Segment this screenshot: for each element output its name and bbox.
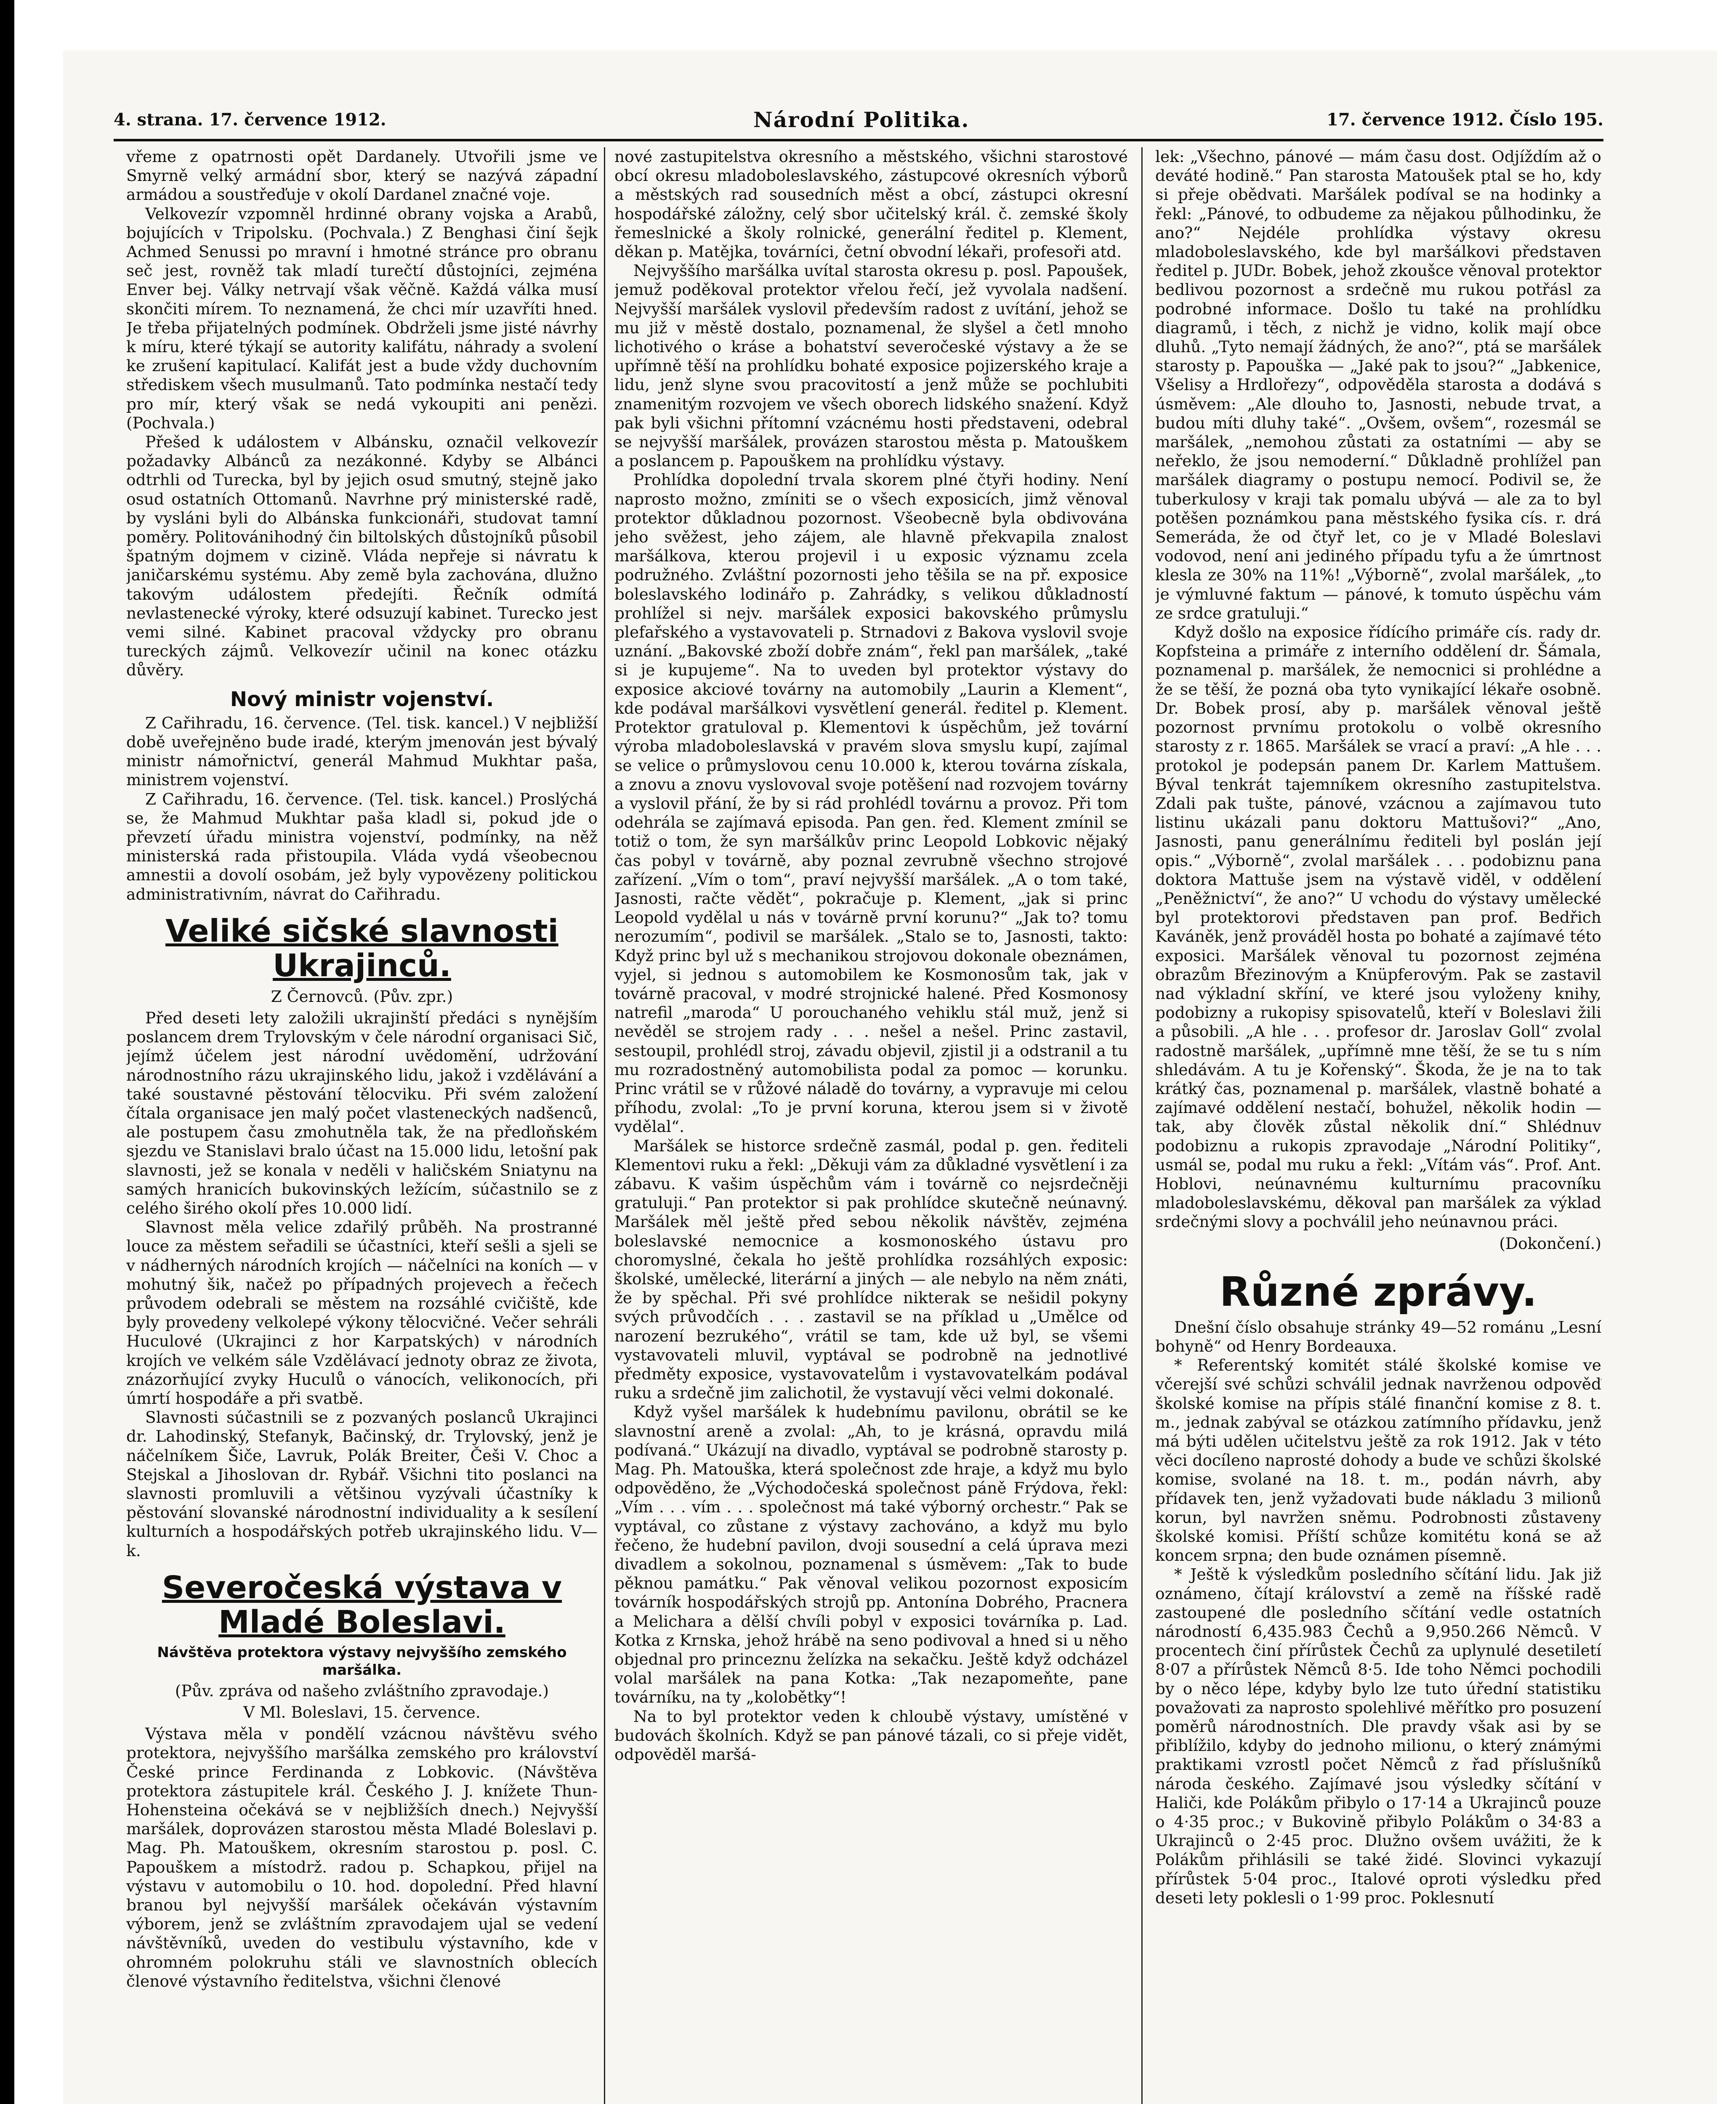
article-paragraph: Prohlídka dopolední trvala skorem plné čtyři hodiny. Není naprosto možno, zmíniti se o všech exposicích, jimž věnoval protektor důkladnou pozornost. Všeobecně byla obdivována jeho svěžest, jeho zájem, ale hlavně překvapila znalost maršálkova, kterou projevil i u exposic významu zcela podružného. Zvláštní pozornosti jeho těšila se na př. exposice boleslavského lodinářo p. Zahrádky, s velikou důkladností prohlížel si nejv. maršálek exposici bakovského průmyslu plefařského a vystavovateli p. Strnadovi z Bakova vyslovil svoje uznání. „Bakovské zboží dobře znám“, řekl pan maršálek, „také si je kupujeme“. Na to uveden byl protektor výstavy do exposice akciové továrny na automobily „Laurin a Klement“, kde podával maršálkovi vysvětlení generál. ředitel p. Klement. Protektor gratuloval p. Klementovi k úspěchům, jež tovární výroba mladoboleslavská v pravém slova smyslu kupí, zajímal se velice o průmyslovou cenu 10.000 k, kterou továrna získala, a znovu a znovu vyslovoval svoje potěšení nad rozvojem továrny a vyslovil přání, že by si rád prohlédl továrnu a provoz. Při tom odehrála se zajímavá episoda. Pan gen. řed. Klement zmínil se totiž o tom, že syn maršálkův princ Leopold Lobkovic nějaký čas pobyl v továrně, aby poznal zevrubně všechno strojové zařízení. „Vím o tom“, praví nejvyšší maršálek. „A o tom také, Jasnosti, račte vědět“, pokračuje p. Klement, „jak si princ Leopold vydělal u nás v továrně první korunu?“ „Jak to? tomu nerozumím“, podivil se maršálek. „Stalo se to, Jasnosti, takto: Když princ byl už s mechanikou strojovou dokonale obeznámen, vyjel, si jednou s automobilem ke Kosmonosům tak, jak v továrně pracoval, v modré strojnické halené. Před Kosmonosy natrefil „maroda“ U porouchaného vehiklu stál muž, jenž si nevěděl se strojem rady . . . nešel a nešel. Princ zastavil, sestoupil, prohlédl stroj, závadu objevil, zjistil ji a odstranil a tu mu rozradostněný automobilista podal za pomoc — korunku. Princ vrátil se v růžové náladě do továrny, a vypravuje mi celou příhodu, zvolal: „To je první koruna, kterou jsem si v životě vydělal“. [614, 470, 1128, 1136]
scan-border [0, 0, 14, 2104]
article-paragraph: Výstava měla v pondělí vzácnou návštěvu svého protektora, nejvyššího maršálka zemského pro království České prince Ferdinanda z Lobkovic. (Návštěva protektora zástupitele král. Českého J. J. knížete Thun-Hohensteina očekává se v nejbližších dnech.) Nejvyšší maršálek, doprovázen starostou města Mladé Boleslavi p. Mag. Ph. Matouškem, okresním starostou p. posl. C. Papouškem a místodrž. radou p. Schapkou, přijel na výstavu v automobilu o 10. hod. dopolední. Před hlavní branou byl nejvyšší maršálek očekáván výstavním výborem, jenž se zvláštním zpravodajem ujal se vedení návštěvníků, uveden do vestibulu výstavního, kde v ohromném polokruhu stáli ve slavnostních oblecích členové výstavního ředitelstva, všichni členové [126, 1724, 598, 1990]
article-paragraph: Dnešní číslo obsahuje stránky 49—52 románu „Lesní bohyně“ od Henry Bordeauxa. [1155, 1318, 1601, 1355]
column-3 [1155, 147, 1601, 2104]
header-rule [114, 139, 1603, 141]
headline-ukrainian-festival: Veliké sičské slavnosti Ukrajinců. [165, 913, 558, 984]
article-paragraph: Z Cařihradu, 16. července. (Tel. tisk. kancel.) V nejbližší době uveřejněno bude iradé, kterým jmenován jest bývalý ministr námořnictví, generál Mahmud Mukhtar paša, ministrem vojenství. [126, 713, 598, 789]
article-paragraph: Přešed k událostem v Albánsku, označil velkovezír požadavky Albánců za nezákonné. Kdyby se Albánci odtrhli od Turecka, byl by jejich osud smutný, stejně jako osud ostatních Ottomanů. Navrhne prý ministerské radě, by vysláni byli do Albánska funkcionáři, studovat tamní poměry. Politovánihodný čin biltolských důstojníků působil špatným dojmem v cizině. Vláda nepřeje si návratu k janičarskému systému. Aby země byla zachována, dlužno takovým událostem předejíti. Řečník odmítá nevlastenecké výroky, které odsuzují kabinet. Turecko jest vemi silné. Kabinet pracoval vždycky pro obranu tureckých zájmů. Velkovezír učinil na konec otázku důvěry. [126, 433, 598, 680]
article-paragraph: vřeme z opatrnosti opět Dardanely. Utvořili jsme ve Smyrně velký armádní sbor, který se nazývá západní armádou a soustřeďuje v okolí Dardanel značné voje. [126, 147, 598, 204]
article-paragraph: Slavnosti súčastnili se z pozvaných poslanců Ukrajinci dr. Lahodinský, Stefanyk, Bačinský, dr. Trylovský, jenž je náčelníkem Šiče, Lavruk, Polák Breiter, Češi V. Choc a Stejskal a Jihoslovan dr. Rybář. Všichni tito poslanci na slavnosti promluvili a většinou vyzývali účastníky k pěstování slovanské národnostní individuality a k sesílení kulturních a hospodářských potřeb ukrajinského lidu. V—k. [126, 1408, 598, 1560]
continuation-note: (Dokončení.) [1499, 1234, 1601, 1253]
column-divider [1141, 147, 1143, 2104]
article-paragraph: Nejvyššího maršálka uvítal starosta okresu p. posl. Papoušek, jemuž poděkoval protektor vřelou řečí, jež vyvolala nadšení. Nejvyšší maršálek vyslovil především radost z uvítání, jehož se mu již v městě dostalo, poznamenal, že slyšel a četl mnoho lichotivého o kráse a bohatství severočeské výstavy a že se upřímně těší na prohlídku bohaté exposice pojizerského kraje a lidu, jenž slyne svou pracovitostí a jenž může se pochlubiti znamenitým rozvojem ve všech oborech lidského snažení. Když pak byli všichni přítomní vzácnému hosti představeni, odebral se nejvyšší maršálek, provázen starostou města p. Matouškem a poslancem p. Papouškem na prohlídku výstavy. [614, 261, 1128, 470]
article-paragraph: nové zastupitelstva okresního a městského, všichni starostové obcí okresu mladoboleslavského, zástupcové okresních výborů a městských rad sousedních měst a obcí, zástupci okresní hospodářské záložny, celý sbor učitelský král. č. zemské školy řemeslnické a školy rolnické, generální ředitel p. Klement, děkan p. Matějka, továrníci, četní obvodní lékaři, profesoři atd. [614, 147, 1128, 261]
article-paragraph: Když vyšel maršálek k hudebnímu pavilonu, obrátil se ke slavnostní areně a zvolal: „Ah, to je krásná, opravdu milá podívaná.“ Ukázují na divadlo, vyptával se podrobně starosty p. Mag. Ph. Matouška, která společnost zde hraje, a když mu bylo odpověděno, že „Východočeská společnost páně Frýdova, řekl: „Vím . . . vím . . . společnost má také výborný orchestr.“ Pak se vyptával, co zůstane z výstavy zachováno, a když mu bylo řečeno, že hudební pavilon, dvoji sousední a celá úprava mezi divadlem a sokolnou, poznamenal s úsměvem: „Tak to bude pěknou památku.“ Pak věnoval velikou pozornost exposicím továrník hospodářských strojů pp. Antonína Dobrého, Pracnera a Melichara a dělší chvíli pobyl v exposici továrníka p. Lad. Kotka z Krnska, jehož hrábě na seno podivoval a hned si u něho objednal pro princeznu želízka na sekačku. Ještě když odcházel volal maršálek na pana Kotka: „Tak nezapomeňte, pane továrníku, na ty „kolobětky“! [614, 1403, 1128, 1707]
article-paragraph: Když došlo na exposice řídícího primáře cís. rady dr. Kopfsteina a primáře z interního oddělení dr. Šámala, poznamenal p. maršálek, že nemocnici si prohlédne a že se těší, že pozná oba tyto vynikající lékaře osobně. Dr. Bobek prosí, aby p. maršálek věnoval ještě pozornost prvnímu protokolu o volbě okresního starosty z r. 1865. Maršálek se vrací a praví: „A hle . . . protokol je podepsán panem Dr. Karlem Mattušem. Býval tenkrát tajemníkem okresního zastupitelstva. Zdali pak tušte, pánové, vzácnou a zajímavou tuto listinu ukázali panu doktoru Mattušovi?“ „Ano, Jasnosti, panu generálnímu řediteli byl poslán její opis.“ „Výborně“, zvolal maršálek . . . podobiznu pana doktora Mattuše jsem na výstavě viděl, v oddělení „Peněžnictví“, že ano?“ U vchodu do výstavy umělecké byl protektorovi představen pan prof. Bedřich Kaváněk, jenž prováděl hosta po bohaté a zajímavé této exposici. Maršálek věnoval tu pozornost zejména obrazům Březinovým a Knüpferovým. Pak se zastavil nad výkladní skříní, ve které jsou vyloženy knihy, podobizny a rukopisy spisovatelů, kteří v Boleslavi žili a působili. „A hle . . . profesor dr. Jaroslav Goll“ zvolal radostně maršálek, „upřímně mne těší, že se tu s ním shledávám. A tu je Kořenský“. Škoda, že je na to tak krátký čas, poznamenal p. maršálek, vlastně bohaté a zajímavé oddělení nestačí, bohužel, několik hodin — tak, aby člověk zůstal několik dní.“ Shlédnuv podobiznu a rukopis zpravodaje „Národní Politiky“, usmál se, podal mu ruku a řekl: „Vítám vás“. Prof. Ant. Hoblovi, neúnavnému kulturnímu pracovníku mladoboleslavskému, děkoval pan maršálek za výklad srdečnými slovy a pochválil jeho neúnavnou práci. [1155, 623, 1601, 1231]
article-paragraph: lek: „Všechno, pánové — mám času dost. Odjíždím až o deváté hodině.“ Pan starosta Matoušek ptal se ho, kdy si přeje obědvati. Maršálek podíval se na hodinky a řekl: „Pánové, to odbudeme za nějakou půlhodinku, že ano?“ Nejdéle prohlídka výstavy okresu mladoboleslavského, kde byl maršálkovi představen ředitel p. JUDr. Bobek, jehož zkoušce věnoval protektor bedlivou pozornost a srdečně mu rukou potřásl za podrobné informace. Došlo tu také na prohlídku diagramů, i těch, z nichž je vidno, kolik mají obce dluhů. „Tyto nemají žádných, že ano?“, ptá se maršálek starosty p. Papouška — „Jaké pak to jsou?“ „Jabkenice, Všelisy a Hrdlořezy“, odpověděla starosta a dodává s úsměvem: „Ale dlouho to, Jasnosti, nebude trvat, a budou míti dluhy také“. „Ovšem, ovšem“, rozesmál se maršálek, „nemohou zůstati za ostatními — aby se neřeklo, že jsou nemoderní.“ Důkladně prohlížel pan maršálek diagramy o postupu nemocí. Podivil se, že tuberkulosy v kraji tak pomalu ubývá — ale za to byl potěšen poznámkou pana městského fysika cís. r. drá Semeráda, že od čtyř let, co je v Mladé Boleslavi vodovod, není ani jediného případu tyfu a že úmrtnost klesla ze 30% na 11%! „Výborně“, zvolal maršálek, „to je výmluvné faktum — pánové, k tomuto úspěchu vám ze srdce gratuluji.“ [1155, 147, 1601, 622]
dateline: Z Černovců. (Pův. zpr.) [271, 987, 453, 1006]
subheadline: Návštěva protektora výstavy nejvyššího zemského maršálka. [157, 1644, 567, 1679]
masthead-title: Národní Politika. [753, 107, 970, 132]
headline-new-minister: Nový ministr vojenství. [230, 687, 494, 711]
article-paragraph: Slavnost měla velice zdařilý průběh. Na prostranné louce za městem seřadili se účastníci, kteří sešli a sjeli se v nádherných národních krojích — náčelníci na koních — v mohutný šik, načež po případných projevech a řečech průvodem odebrali se městem na rozsáhlé cvičiště, kde byly provedeny velkolepé výkony tělocvičné. Večer sehráli Huculové (Ukrajinci z hor Karpatských) v národních krojích ve velkém sále Vzdělávací jednoty obraz ze života, znázorňující zvyky Huculů o vánocích, velikonocích, při úmrtí hospodáře a při svatbě. [126, 1218, 598, 1408]
column-2 [614, 147, 1128, 2104]
article-paragraph: Maršálek se historce srdečně zasmál, podal p. gen. řediteli Klementovi ruku a řekl: „Děkuji vám za důkladné vysvětlení i za zábavu. K vašim úspěchům vám i továrně co nejsrdečněji gratuluji.“ Pan protektor si pak prohlídce skutečně neúnavný. Maršálek měl ještě před sebou několik návštěv, zejména boleslavské nemocnice a kosmonoského ústavu pro choromyslné, čekala ho ještě prohlídka rozsáhlých exposic: školské, umělecké, literární a jiných — ale nebylo na něm znáti, že by spěchal. Při své prohlídce nikterak se nešidil pokyny svých průvodčích . . . zastavil se na příklad u „Umělce od narození bezrukého“, vrátil se tam, kde už byl, se všemi vystavovateli mluvil, vyptával se podrobně na jednotlivé předměty exposice, vystavovatelům i vystavovatelkám podával ruku a srdečně jim zalichotil, že vystavují věci velmi dokonalé. [614, 1136, 1128, 1403]
source-note: (Pův. zpráva od našeho zvláštního zpravodaje.) [175, 1681, 549, 1700]
column-divider [604, 147, 605, 2104]
article-paragraph: Velkovezír vzpomněl hrdinné obrany vojska a Arabů, bojujících v Tripolsku. (Pochvala.) Z Benghasi činí šejk Achmed Senussi po mravní i hmotné stránce pro obranu seč jest, rovněž tak mladí turečtí důstojníci, zejména Enver bej. Války netrvají však věčně. Každá válka musí skončiti mírem. To neznamená, že chci mír uzavříti hned. Je třeba přijatelných podmínek. Obdrželi jsme jisté návrhy k míru, které týkají se autority kalifátu, náhrady a svolení ke zrušení kapitulací. Kalifát jest a bude vždy duchovním střediskem všech musulmanů. Tato podmínka nestačí tedy pro mír, který však se nedá vykoupiti ani penězi. (Pochvala.) [126, 204, 598, 432]
header-left: 4. strana. 17. července 1912. [114, 110, 386, 130]
article-paragraph: Z Cařihradu, 16. července. (Tel. tisk. kancel.) Proslýchá se, že Mahmud Mukhtar paša kladl si, pokud jde o převzetí úřadu ministra vojenství, podmínky, na něž ministerská rada přistoupila. Vláda vydá všeobecnou amnestii a dovolí osobám, jež byly vypovězeny politickou administrativním, návrat do Cařihradu. [126, 789, 598, 903]
column-1 [126, 147, 598, 2104]
headline-exhibition: Severočeská výstava v Mladé Boleslavi. [162, 1569, 562, 1640]
article-paragraph: Na to byl protektor veden k chloubě výstavy, umístěné v budovách školních. Když se pan pánové tázali, co si přeje vidět, odpověděl maršá- [614, 1707, 1128, 1764]
article-paragraph: * Ještě k výsledkům posledního sčítání lidu. Jak již oznámeno, čítají království a země na říšské radě zastoupené dle posledního sčítání vedle ostatních národností 6,435.983 Čechů a 9,950.266 Němců. V procentech činí přírůstek Čechů za uplynulé desetiletí 8·07 a přírůstek Němců 8·5. Ide toho Němci pochodili by o něco lépe, kdyby bylo lze tuto úřední statistiku považovati za naprosto spolehlivé měřítko pro posuzení poměrů národnostních. Dle pravdy však asi by se přiblížilo, kdyby do jednoho milionu, o který známými praktikami vzrostl počet Němců z řad příslušníků národa českého. Zajímavé jsou výsledky sčítání v Haliči, kde Polákům přibylo o 17·14 a Ukrajinců pouze o 4·35 proc.; v Bukovině přibylo Polákům o 34·83 a Ukrajinců o 2·45 proc. Dlužno ovšem uvážiti, že k Polákům přihlásili se také židé. Slovinci vykazují přírůstek 5·04 proc., Italové oproti výsledku před deseti lety poklesli o 1·99 proc. Poklesnutí [1155, 1565, 1601, 1907]
header-right: 17. července 1912. Číslo 195. [1327, 110, 1603, 130]
dateline: V Ml. Boleslavi, 15. července. [243, 1703, 481, 1722]
article-paragraph: Před deseti lety založili ukrajinští předáci s nynějším poslancem drem Trylovským v čele národní organisaci Sič, jejímž účelem jest národní uvědomění, udržování národnostního rázu ukrajinského lidu, jakož i vzdělávání a také soustavné pěstování tělocviku. Při svém založení čítala organisace jen malý počet vlasteneckých nadšenců, ale postupem času zmohutněla tak, že na předloňském sjezdu ve Stanislavi bralo účast na 15.000 lidu, letošní pak slavnosti, jež se konala v neděli v haličském Sniatynu na samých hranicích bukovinských ležícím, súčastnilo se z celého širého okolí přes 10.000 lidí. [126, 1008, 598, 1217]
page-header [114, 107, 1603, 137]
headline-various-news: Různé zprávy. [1219, 1268, 1537, 1315]
article-paragraph: * Referentský komitét stálé školské komise ve včerejší své schůzi schválil jednak navrženou odpověď školské komise na přípis stálé finanční komise z 8. t. m., jednak zabýval se otázkou zatímního přídavku, jenž má býti udělen učitelstvu ještě za rok 1912. Jak v této věci docíleno naprosté dohody a bude ve schůzi školské komise, svolané na 18. t. m., podán návrh, aby přídavek ten, jenž vyžadovati bude nákladu 3 milionů korun, byl navržen sněmu. Podrobnosti zůstaveny školské komisi. Příští schůze komitétu koná se až koncem srpna; den bude oznámen písemně. [1155, 1356, 1601, 1565]
